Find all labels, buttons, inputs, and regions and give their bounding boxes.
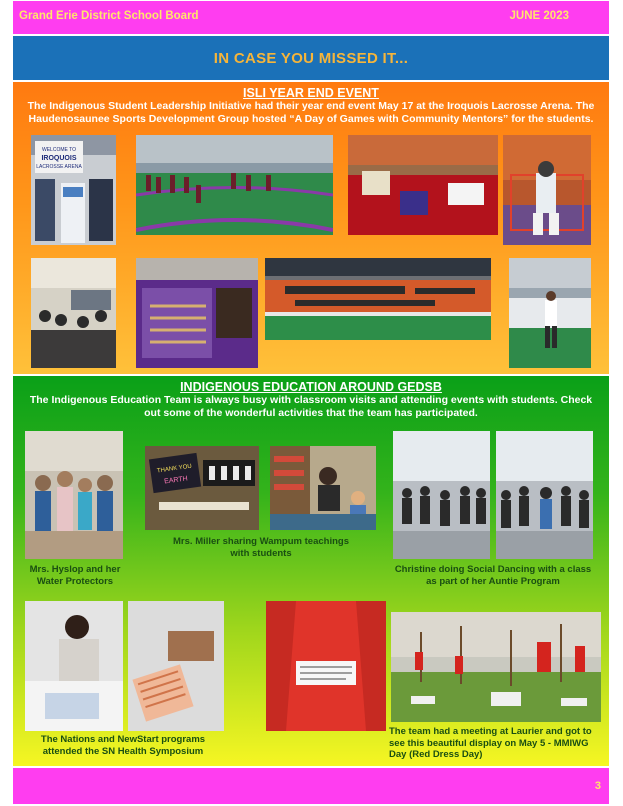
svg-text:THANK YOU: THANK YOU <box>156 463 193 475</box>
isli-section <box>13 82 609 374</box>
hyslop-caption: Mrs. Hyslop and her Water Protectors <box>29 564 121 587</box>
nations-caption: The Nations and NewStart programs attended the SN Health Symposium <box>40 734 206 757</box>
presenter-photo <box>509 258 591 368</box>
miller-caption: Mrs. Miller sharing Wampum teachings with students <box>173 536 349 559</box>
red-dress-closeup-photo <box>266 601 386 731</box>
beadwork-table-photo <box>136 258 258 368</box>
social-dancing-photo-1 <box>393 431 490 559</box>
top-bar <box>13 1 609 34</box>
arena-entrance-photo <box>31 135 116 245</box>
issue-date: JUNE 2023 <box>509 10 569 22</box>
bottom-bar <box>13 768 609 804</box>
section-intro: The Indigenous Education Team is always busy with classroom visits and attending events with students. Check out some of the wonderful activities that the team has participated. <box>29 394 593 419</box>
social-dancing-photo-2 <box>496 431 593 559</box>
christine-caption: Christine doing Social Dancing with a class as part of her Auntie Program <box>394 564 592 587</box>
section-intro: The Indigenous Student Leadership Initiative had their year end event May 17 at the Iroquois Lacrosse Arena. The Haudenosaunee Sports Development Group hosted “A Day of Games with Community Mentors” for the students. <box>27 100 595 125</box>
laurier-caption: The team had a meeting at Laurier and got to see this beautiful display on May 5 - MMIWG Day (Red Dress Day) <box>389 726 592 760</box>
arena-floor-photo <box>136 135 333 235</box>
thank-you-earth-sign-photo <box>145 446 259 530</box>
svg-text:WELCOME TO: WELCOME TO <box>42 147 76 153</box>
svg-text:EARTH: EARTH <box>163 475 189 486</box>
water-protectors-photo <box>25 431 123 559</box>
red-dress-display-photo <box>391 612 601 722</box>
health-symposium-photo-1 <box>25 601 123 731</box>
page-title: IN CASE YOU MISSED IT... <box>213 50 409 67</box>
goalie-photo <box>503 135 591 245</box>
page-number: 3 <box>594 780 601 792</box>
section-heading: INDIGENOUS EDUCATION AROUND GEDSB <box>180 380 442 394</box>
wampum-teaching-photo <box>270 446 376 530</box>
classroom-seated-photo <box>31 258 116 368</box>
svg-text:IROQUOIS: IROQUOIS <box>41 155 77 162</box>
org-name: Grand Erie District School Board <box>19 10 199 22</box>
title-banner <box>13 36 609 80</box>
health-symposium-photo-2 <box>128 601 224 731</box>
arena-stands-photo <box>265 258 491 340</box>
svg-text:LACROSSE ARENA: LACROSSE ARENA <box>36 164 82 170</box>
section-heading: ISLI YEAR END EVENT <box>243 86 379 100</box>
display-table-photo <box>348 135 498 235</box>
indigenous-education-section <box>13 376 609 766</box>
